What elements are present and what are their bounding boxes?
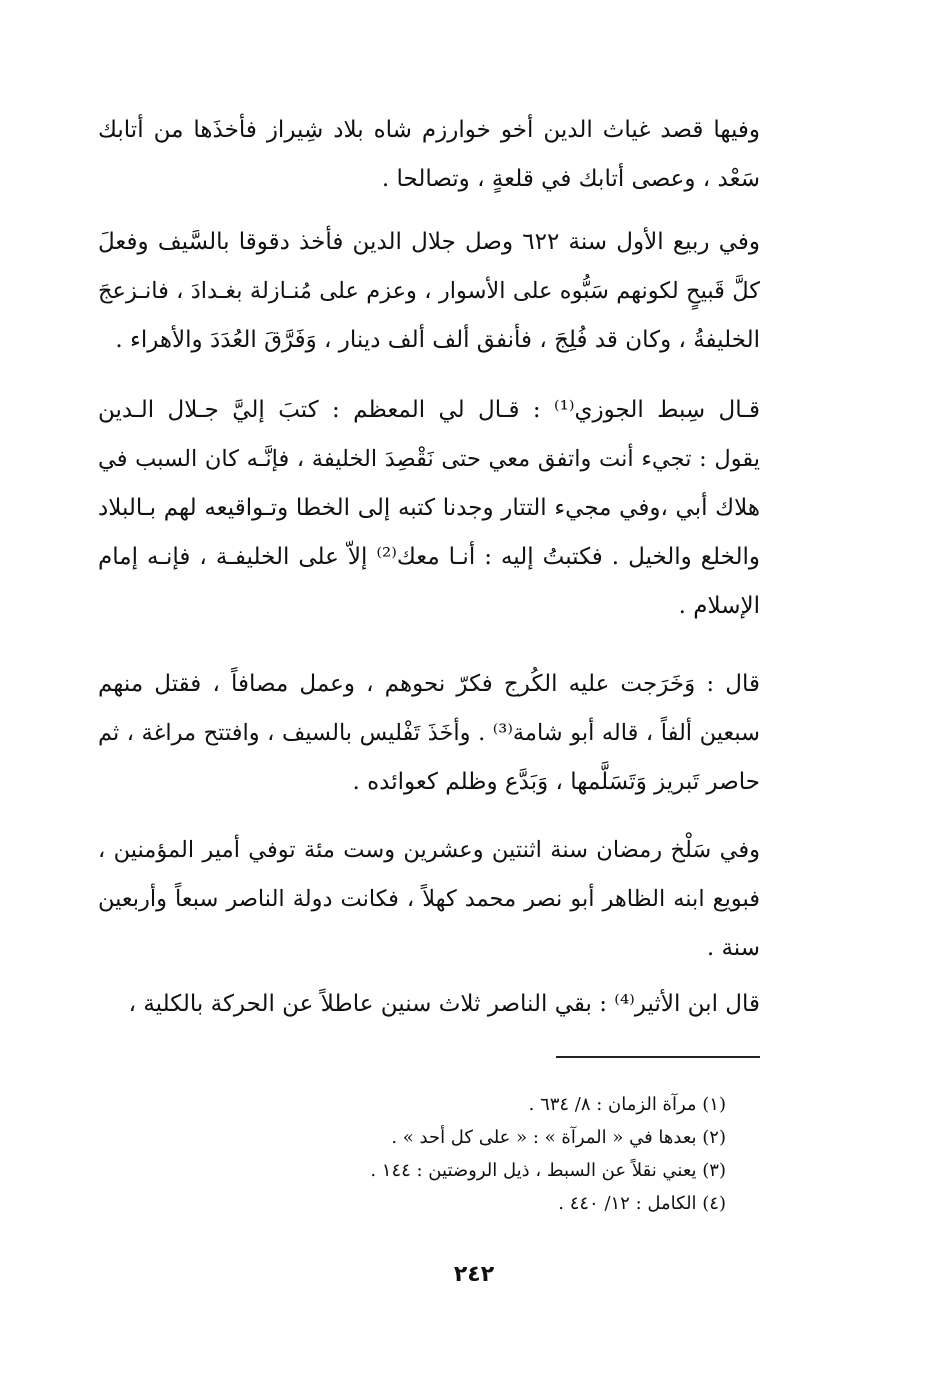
footnote-1: (١) مرآة الزمان : ٨/ ٦٣٤ . [528, 1094, 726, 1115]
footnote-separator [556, 1056, 760, 1058]
paragraph-4 [98, 660, 760, 807]
text-line: قال : وَخَرَجت عليه الكُرج فكرّ نحوهم ، وعمل مصافاً ، فقتل منهم [98, 671, 760, 697]
footnote-3: (٣) يعني نقلاً عن السبط ، ذيل الروضتين : ١٤٤ . [370, 1160, 726, 1181]
text-line: كلَّ قَبيحٍ لكونهم سَبُّوه على الأسوار ، وعزم على مُنـازلة بغـدادَ ، فانـزعجَ [98, 278, 760, 304]
text-line: فبويع ابنه الظاهر أبو نصر محمد كهلاً ، فكانت دولة الناصر سبعاً وأربعين [98, 886, 760, 912]
footnote-4: (٤) الكامل : ١٢/ ٤٤٠ . [558, 1193, 726, 1214]
paragraph-5 [98, 826, 760, 973]
text-line: حاصر تَبريز وَتَسَلَّمها ، وَبَدَّع وظلم كعوائده . [352, 769, 760, 795]
text-line: قال ابن الأثير⁽⁴⁾ : بقي الناصر ثلاث سنين عاطلاً عن الحركة بالكلية ، [128, 991, 760, 1017]
text-line: وفي ربيع الأول سنة ٦٢٢ وصل جلال الدين فأخذ دقوقا بالسَّيف وفعلَ [98, 229, 760, 255]
text-line: وفي سَلْخ رمضان سنة اثنتين وعشرين وست مئة توفي أمير المؤمنين ، [98, 837, 760, 863]
text-line: والخلع والخيل . فكتبتُ إليه : أنـا معك⁽²⁾ إلاّ على الخليفـة ، فإنـه إمام [98, 544, 760, 570]
paragraph-6 [98, 980, 760, 1029]
footnote-2: (٢) بعدها في « المرآة » : « على كل أحد » . [391, 1127, 726, 1148]
footnotes [300, 1088, 726, 1220]
text-line: هلاك أبي ،وفي مجيء التتار وجدنا كتبه إلى الخطا وتـواقيعه لهم بـالبلاد [98, 495, 760, 521]
text-line: وفيها قصد غياث الدين أخو خوارزم شاه بلاد شِيراز فأخذَها من أتابك [98, 117, 760, 143]
text-line: سَعْد ، وعصى أتابك في قلعةٍ ، وتصالحا . [381, 166, 760, 192]
text-line: يقول : تجيء أنت واتفق معي حتى نَقْصِدَ الخليفة ، فإنَّـه كان السبب في [98, 446, 760, 472]
text-line: سنة . [706, 935, 760, 961]
text-line: قـال سِبط الجوزي⁽¹⁾ : قـال لي المعظم : كتبَ إليَّ جـلال الـدين [98, 397, 760, 423]
paragraph-3 [98, 386, 760, 631]
paragraph-2 [98, 218, 760, 365]
text-line: سبعين ألفاً ، قاله أبو شامة⁽³⁾ . وأخَذَ تَفْليس بالسيف ، وافتتح مراغة ، ثم [98, 720, 761, 746]
page-number: ٢٤٢ [453, 1262, 495, 1287]
text-line: الخليفةُ ، وكان قد فُلِجَ ، فأنفق ألف ألف دينار ، وَفَرَّقَ العُدَدَ والأهراء . [115, 327, 760, 353]
paragraph-1 [98, 106, 760, 204]
text-line: الإسلام . [678, 593, 760, 619]
